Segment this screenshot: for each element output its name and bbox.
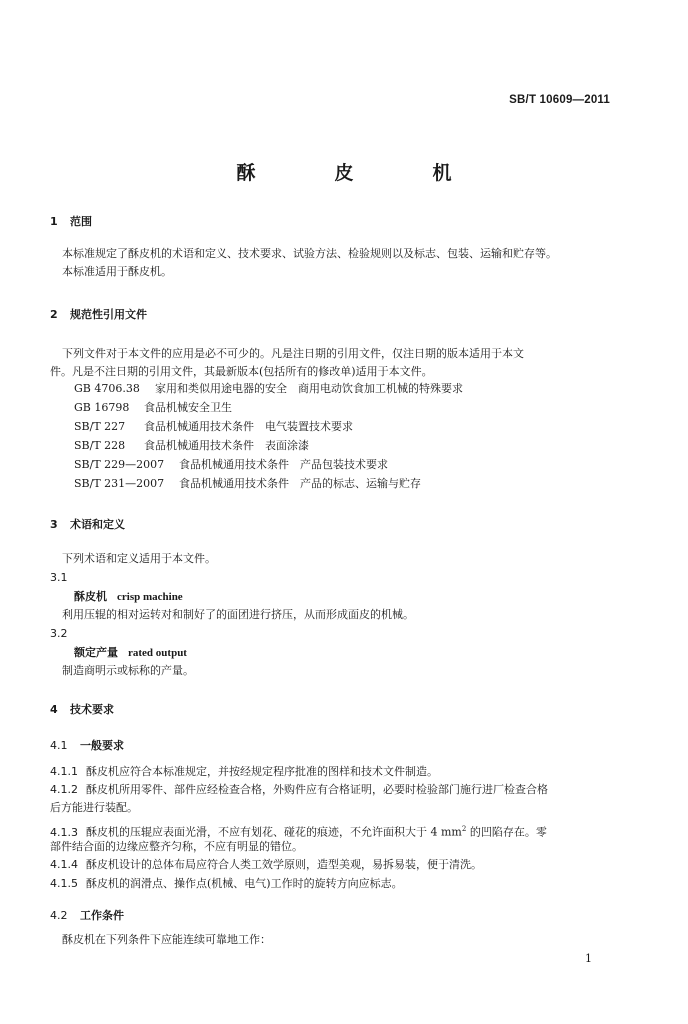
reference-item xyxy=(74,419,353,435)
section-number: 3 xyxy=(50,518,58,531)
clause-item xyxy=(50,857,482,873)
subsection-number: 4.1 xyxy=(50,739,68,752)
term-heading xyxy=(74,589,183,605)
clause-number: 4.1.2 xyxy=(50,783,78,796)
term-number: 3.1 xyxy=(50,571,68,584)
clause-item xyxy=(50,876,403,892)
clause-number: 4.1.3 xyxy=(50,825,78,839)
section-number: 4 xyxy=(50,703,58,716)
term-heading xyxy=(74,645,187,661)
section-1-heading xyxy=(50,213,92,229)
clause-continuation: 后方能进行装配。 xyxy=(50,801,138,814)
reference-item xyxy=(74,476,421,492)
page-title: 酥 皮 机 xyxy=(236,162,482,184)
term-zh: 酥皮机 xyxy=(74,590,107,603)
clause-continuation: 部件结合面的边缘应整齐匀称，不应有明显的错位。 xyxy=(50,840,303,853)
clause-text: 酥皮机的压辊应表面光滑，不应有划花、碰花的痕迹，不允许面积大于 4 mm xyxy=(86,825,462,839)
section-2-heading xyxy=(50,306,147,322)
subsection-4-2-heading xyxy=(50,907,124,923)
reference-item xyxy=(74,438,309,454)
reference-title: 食品机械通用技术条件 产品包装技术要求 xyxy=(179,458,388,471)
term-definition: 利用压辊的相对运转对和制好了的面团进行挤压，从而形成面皮的机械。 xyxy=(62,608,414,621)
term-definition: 制造商明示或标称的产量。 xyxy=(62,664,194,677)
section-number: 1 xyxy=(50,215,58,228)
paragraph: 本标准规定了酥皮机的术语和定义、技术要求、试验方法、检验规则以及标志、包装、运输和贮存等。 xyxy=(62,247,557,260)
clause-text: 酥皮机的润滑点、操作点(机械、电气)工作时的旋转方向应标志。 xyxy=(86,877,403,890)
section-title: 技术要求 xyxy=(70,703,114,716)
paragraph: 件。凡是不注日期的引用文件，其最新版本(包括所有的修改单)适用于本文件。 xyxy=(50,365,433,378)
term-zh: 额定产量 xyxy=(74,646,118,659)
reference-item xyxy=(74,457,388,473)
subsection-title: 工作条件 xyxy=(80,909,124,922)
reference-code: GB 16798 xyxy=(74,401,130,414)
paragraph: 酥皮机在下列条件下应能连续可靠地工作： xyxy=(62,933,271,946)
reference-title: 食品机械通用技术条件 产品的标志、运输与贮存 xyxy=(179,477,421,490)
clause-text: 酥皮机所用零件、部件应经检查合格，外购件应有合格证明，必要时检验部门施行进厂检查合格 xyxy=(86,783,548,796)
clause-number: 4.1.1 xyxy=(50,765,78,778)
reference-code: SB/T 229—2007 xyxy=(74,458,165,471)
standard-code: SB/T 10609—2011 xyxy=(509,94,610,106)
clause-text: 的凹陷存在。零 xyxy=(466,825,547,839)
paragraph: 下列文件对于本文件的应用是必不可少的。凡是注日期的引用文件，仅注日期的版本适用于本文 xyxy=(62,347,524,360)
reference-title: 食品机械通用技术条件 电气装置技术要求 xyxy=(144,420,353,433)
clause-text: 酥皮机设计的总体布局应符合人类工效学原则，造型美观，易拆易装，便于清洗。 xyxy=(86,858,482,871)
reference-title: 食品机械安全卫生 xyxy=(144,401,232,414)
subsection-4-1-heading xyxy=(50,737,124,753)
reference-title: 家用和类似用途电器的安全 商用电动饮食加工机械的特殊要求 xyxy=(155,382,463,395)
paragraph: 下列术语和定义适用于本文件。 xyxy=(62,552,216,565)
clause-number: 4.1.5 xyxy=(50,877,78,890)
reference-code: SB/T 227 xyxy=(74,420,126,433)
reference-item xyxy=(74,381,463,397)
section-title: 术语和定义 xyxy=(70,518,125,531)
clause-text: 酥皮机应符合本标准规定，并按经规定程序批准的图样和技术文件制造。 xyxy=(86,765,438,778)
section-title: 规范性引用文件 xyxy=(70,308,147,321)
reference-code: SB/T 228 xyxy=(74,439,126,452)
subsection-title: 一般要求 xyxy=(80,739,124,752)
reference-code: SB/T 231—2007 xyxy=(74,477,165,490)
term-number: 3.2 xyxy=(50,627,68,640)
reference-title: 食品机械通用技术条件 表面涂漆 xyxy=(144,439,309,452)
clause-number: 4.1.4 xyxy=(50,858,78,871)
paragraph: 本标准适用于酥皮机。 xyxy=(62,265,172,278)
section-4-heading xyxy=(50,701,114,717)
reference-code: GB 4706.38 xyxy=(74,382,140,395)
superscript: 2 xyxy=(461,825,467,833)
section-3-heading xyxy=(50,516,125,532)
clause-item xyxy=(50,821,547,841)
section-title: 范围 xyxy=(70,215,92,228)
clause-item xyxy=(50,764,438,780)
reference-item xyxy=(74,400,232,416)
term-en: rated output xyxy=(128,647,187,659)
term-en: crisp machine xyxy=(117,591,183,603)
section-number: 2 xyxy=(50,308,58,321)
clause-item xyxy=(50,782,548,798)
subsection-number: 4.2 xyxy=(50,909,68,922)
page-number: 1 xyxy=(585,952,592,965)
